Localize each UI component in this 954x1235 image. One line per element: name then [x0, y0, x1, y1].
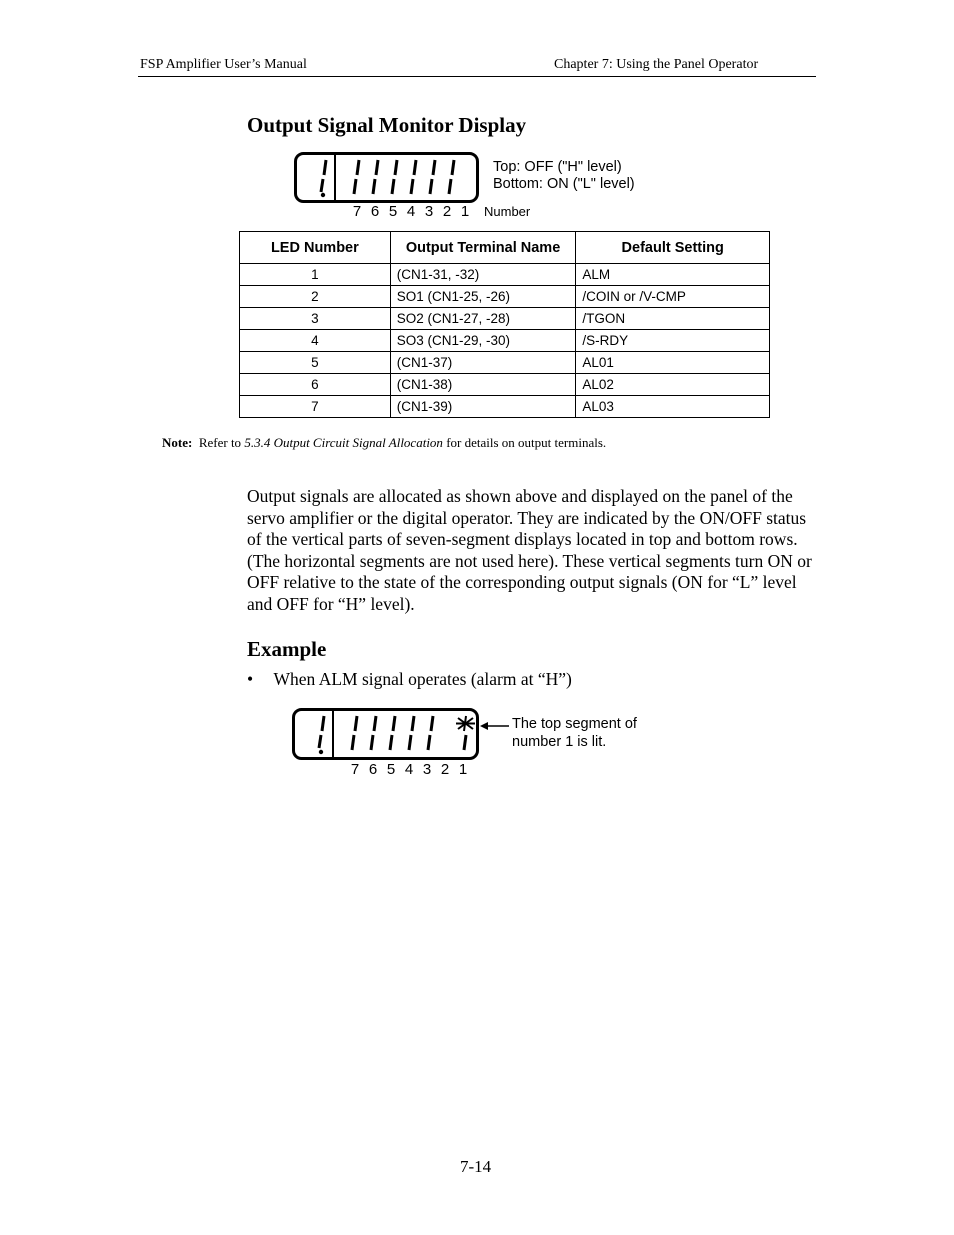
- bullet-icon: •: [247, 669, 254, 689]
- led-3-top-segment: [412, 716, 414, 731]
- led-5-top-segment: [374, 716, 376, 731]
- led-6-bottom-segment: [354, 179, 356, 194]
- led-3-top-segment: [414, 160, 416, 175]
- led-6-bottom-segment: [352, 735, 354, 750]
- led-number: 3: [422, 761, 432, 778]
- led-5-bottom-segment: [373, 179, 375, 194]
- note-reference[interactable]: 5.3.4 Output Circuit Signal Allocation: [244, 435, 443, 450]
- led-decimal-point: [319, 750, 323, 754]
- table-row: [240, 374, 770, 396]
- led-2-top-segment: [431, 716, 433, 731]
- cell-output-terminal: (CN1-39): [390, 396, 576, 418]
- table-row: [240, 308, 770, 330]
- cell-default-setting: /COIN or /V-CMP: [576, 286, 770, 308]
- table-row: [240, 396, 770, 418]
- led-decimal-point: [321, 193, 325, 197]
- table-header-row: [240, 232, 770, 264]
- led-number: 1: [460, 203, 470, 220]
- top-level-label: Top: OFF ("H" level): [493, 159, 622, 175]
- note-prefix: Refer to: [198, 435, 242, 450]
- cell-default-setting: ALM: [576, 264, 770, 286]
- header-chapter-title: Chapter 7: Using the Panel Operator: [554, 57, 759, 72]
- led-6-top-segment: [357, 160, 359, 175]
- header-divider: [138, 76, 816, 77]
- led-display-diagram: [294, 152, 480, 204]
- cell-led-number: 6: [240, 374, 391, 396]
- led-7-bottom-segment: [319, 735, 321, 748]
- cell-led-number: 7: [240, 396, 391, 418]
- cell-led-number: 4: [240, 330, 391, 352]
- cell-default-setting: /TGON: [576, 308, 770, 330]
- cell-led-number: 1: [240, 264, 391, 286]
- led-number: 2: [440, 761, 450, 778]
- callout-arrow-icon: [480, 719, 510, 733]
- led-number: 5: [388, 203, 398, 220]
- led-5-top-segment: [376, 160, 378, 175]
- led-1-top-segment: [452, 160, 454, 175]
- cell-default-setting: /S-RDY: [576, 330, 770, 352]
- led-example-display-diagram: [292, 708, 480, 762]
- table-row: [240, 264, 770, 286]
- example-bullet: [247, 669, 572, 690]
- led-4-bottom-segment: [390, 735, 392, 750]
- table-row: [240, 330, 770, 352]
- section-title: Output Signal Monitor Display: [247, 113, 527, 137]
- cell-output-terminal: SO1 (CN1-25, -26): [390, 286, 576, 308]
- cell-output-terminal: SO2 (CN1-27, -28): [390, 308, 576, 330]
- body-paragraph: Output signals are allocated as shown above and displayed on the panel of the servo amplifier or the digital operator. They are indicated by the ON/OFF status of the vertical parts of seven-segment displays located in top and bottom rows. (The horizontal segments are not used here). These vertical segments turn ON or OFF relative to the state of the corresponding output signals (ON for “L” level and OFF for “H” level).: [247, 486, 812, 614]
- led-number: 6: [368, 761, 378, 778]
- led-3-bottom-segment: [411, 179, 413, 194]
- cell-led-number: 3: [240, 308, 391, 330]
- cell-default-setting: AL02: [576, 374, 770, 396]
- callout-text-line2: number 1 is lit.: [512, 734, 607, 750]
- cell-output-terminal: (CN1-37): [390, 352, 576, 374]
- led-number: 2: [442, 203, 452, 220]
- led-number: 6: [370, 203, 380, 220]
- led-number: 4: [406, 203, 416, 220]
- header-manual-title: FSP Amplifier User’s Manual: [140, 57, 307, 72]
- led-number: 3: [424, 203, 434, 220]
- led-1-top-segment-lit-icon: [456, 716, 475, 731]
- led-number-row: [348, 203, 474, 220]
- cell-default-setting: AL03: [576, 396, 770, 418]
- column-header-led-number: LED Number: [240, 232, 391, 264]
- led-assignment-table: [239, 231, 770, 418]
- cell-led-number: 5: [240, 352, 391, 374]
- led-2-bottom-segment: [428, 735, 430, 750]
- led-7-top-segment: [324, 160, 326, 175]
- number-label: Number: [484, 204, 531, 219]
- example-heading: Example: [247, 637, 327, 661]
- led-example-number-row: [346, 761, 472, 778]
- led-2-bottom-segment: [430, 179, 432, 194]
- led-3-bottom-segment: [409, 735, 411, 750]
- led-5-bottom-segment: [371, 735, 373, 750]
- led-number: 5: [386, 761, 396, 778]
- led-7-bottom-segment: [321, 179, 323, 192]
- led-1-bottom-segment: [449, 179, 451, 194]
- bottom-level-label: Bottom: ON ("L" level): [493, 176, 635, 192]
- led-4-top-segment: [393, 716, 395, 731]
- led-4-bottom-segment: [392, 179, 394, 194]
- callout-text-line1: The top segment of: [512, 716, 637, 732]
- page-number: 7-14: [460, 1157, 492, 1176]
- bullet-text: When ALM signal operates (alarm at “H”): [273, 669, 572, 689]
- led-6-top-segment: [355, 716, 357, 731]
- table-row: [240, 352, 770, 374]
- cell-default-setting: AL01: [576, 352, 770, 374]
- led-number: 1: [458, 761, 468, 778]
- note-label: Note:: [162, 435, 193, 450]
- led-7-top-segment: [322, 716, 324, 731]
- cell-output-terminal: SO3 (CN1-29, -30): [390, 330, 576, 352]
- column-header-default-setting: Default Setting: [576, 232, 770, 264]
- led-number: 7: [352, 203, 362, 220]
- column-header-output-terminal: Output Terminal Name: [390, 232, 576, 264]
- led-number: 7: [350, 761, 360, 778]
- cell-output-terminal: (CN1-31, -32): [390, 264, 576, 286]
- led-1-bottom-segment: [464, 735, 466, 750]
- cell-output-terminal: (CN1-38): [390, 374, 576, 396]
- led-2-top-segment: [433, 160, 435, 175]
- led-number: 4: [404, 761, 414, 778]
- led-4-top-segment: [395, 160, 397, 175]
- note-suffix: for details on output terminals.: [446, 435, 607, 450]
- table-row: [240, 286, 770, 308]
- note-line: [162, 435, 606, 451]
- cell-led-number: 2: [240, 286, 391, 308]
